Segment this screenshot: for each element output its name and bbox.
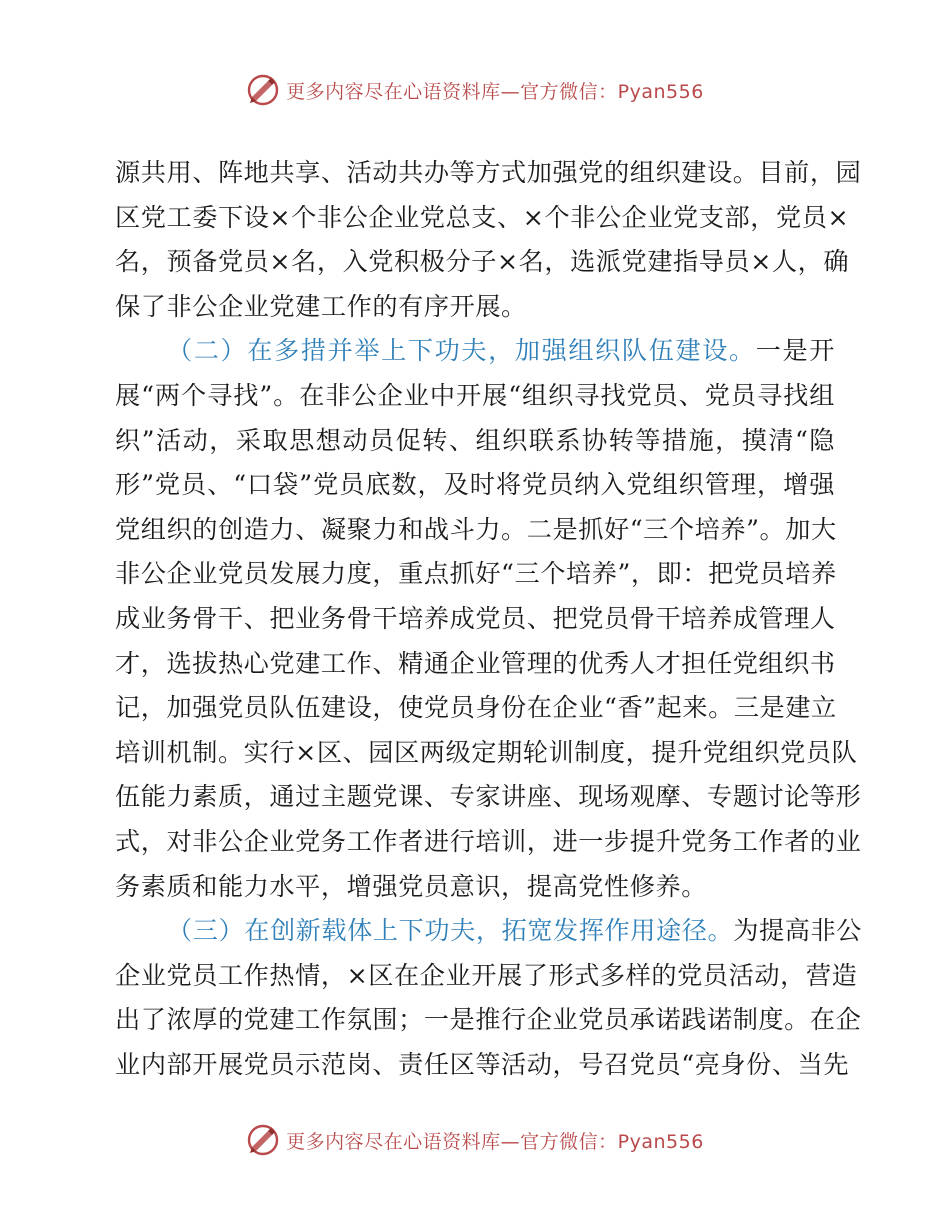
footer-watermark (0, 1120, 950, 1160)
text-line: 展“两个寻找”。在非公企业中开展“组织寻找党员、党员寻找组 (115, 380, 835, 410)
text-line: 名，预备党员×名，入党积极分子×名，选派党建指导员×人，确 (115, 247, 850, 277)
pen-logo-icon (246, 1123, 280, 1157)
text-line: 成业务骨干、把业务骨干培养成党员、把党员骨干培养成管理人 (115, 603, 836, 633)
section-2-heading: （二）在多措并举上下功夫，加强组织队伍建设。 (167, 336, 756, 366)
header-watermark (0, 70, 950, 110)
document-body (115, 151, 862, 1087)
section-3-heading: （三）在创新载体上下功夫，拓宽发挥作用途径。 (167, 916, 734, 946)
text-line: 伍能力素质，通过主题党课、专家讲座、现场观摩、专题讨论等形 (115, 782, 862, 812)
text-line: 务素质和能力水平，增强党员意识，提高党性修养。 (115, 871, 707, 901)
text-line: 企业党员工作热情，×区在企业开展了形式多样的党员活动，营造 (115, 960, 858, 990)
text-line: 业内部开展党员示范岗、责任区等活动，号召党员“亮身份、当先 (115, 1049, 850, 1079)
text-line: 式，对非公企业党务工作者进行培训，进一步提升党务工作者的业 (115, 826, 862, 856)
text-line: 织”活动，采取思想动员促转、组织联系协转等措施，摸清“隐 (115, 425, 835, 455)
text-line: 源共用、阵地共享、活动共办等方式加强党的组织建设。目前，园 (115, 158, 862, 187)
watermark-text: 更多内容尽在心语资料库—官方微信：Pyan556 (286, 80, 704, 103)
section-3-first-line (115, 909, 862, 954)
section-2-lead: 一是开 (755, 336, 835, 366)
text-line: 非公企业党员发展力度，重点抓好“三个培养”，即：把党员培养 (115, 559, 837, 589)
text-line: 党组织的创造力、凝聚力和战斗力。二是抓好“三个培养”。加大 (115, 514, 837, 544)
pen-logo-icon (246, 73, 280, 107)
text-line: 出了浓厚的党建工作氛围；一是推行企业党员承诺践诺制度。在企 (115, 1005, 862, 1035)
text-line: 区党工委下设×个非公企业党总支、×个非公企业党支部，党员× (115, 202, 850, 232)
text-line: 才，选拔热心党建工作、精通企业管理的优秀人才担任党组织书 (115, 648, 836, 678)
text-line: 形”党员、“口袋”党员底数，及时将党员纳入党组织管理，增强 (115, 470, 835, 500)
text-line: 培训机制。实行×区、园区两级定期轮训制度，提升党组织党员队 (115, 737, 858, 767)
text-line: 保了非公企业党建工作的有序开展。 (115, 291, 527, 321)
section-2-first-line (115, 329, 835, 374)
section-3-lead: 为提高非公 (733, 916, 862, 946)
text-line: 记，加强党员队伍建设，使党员身份在企业“香”起来。三是建立 (115, 693, 837, 723)
watermark-text: 更多内容尽在心语资料库—官方微信：Pyan556 (286, 1130, 704, 1153)
